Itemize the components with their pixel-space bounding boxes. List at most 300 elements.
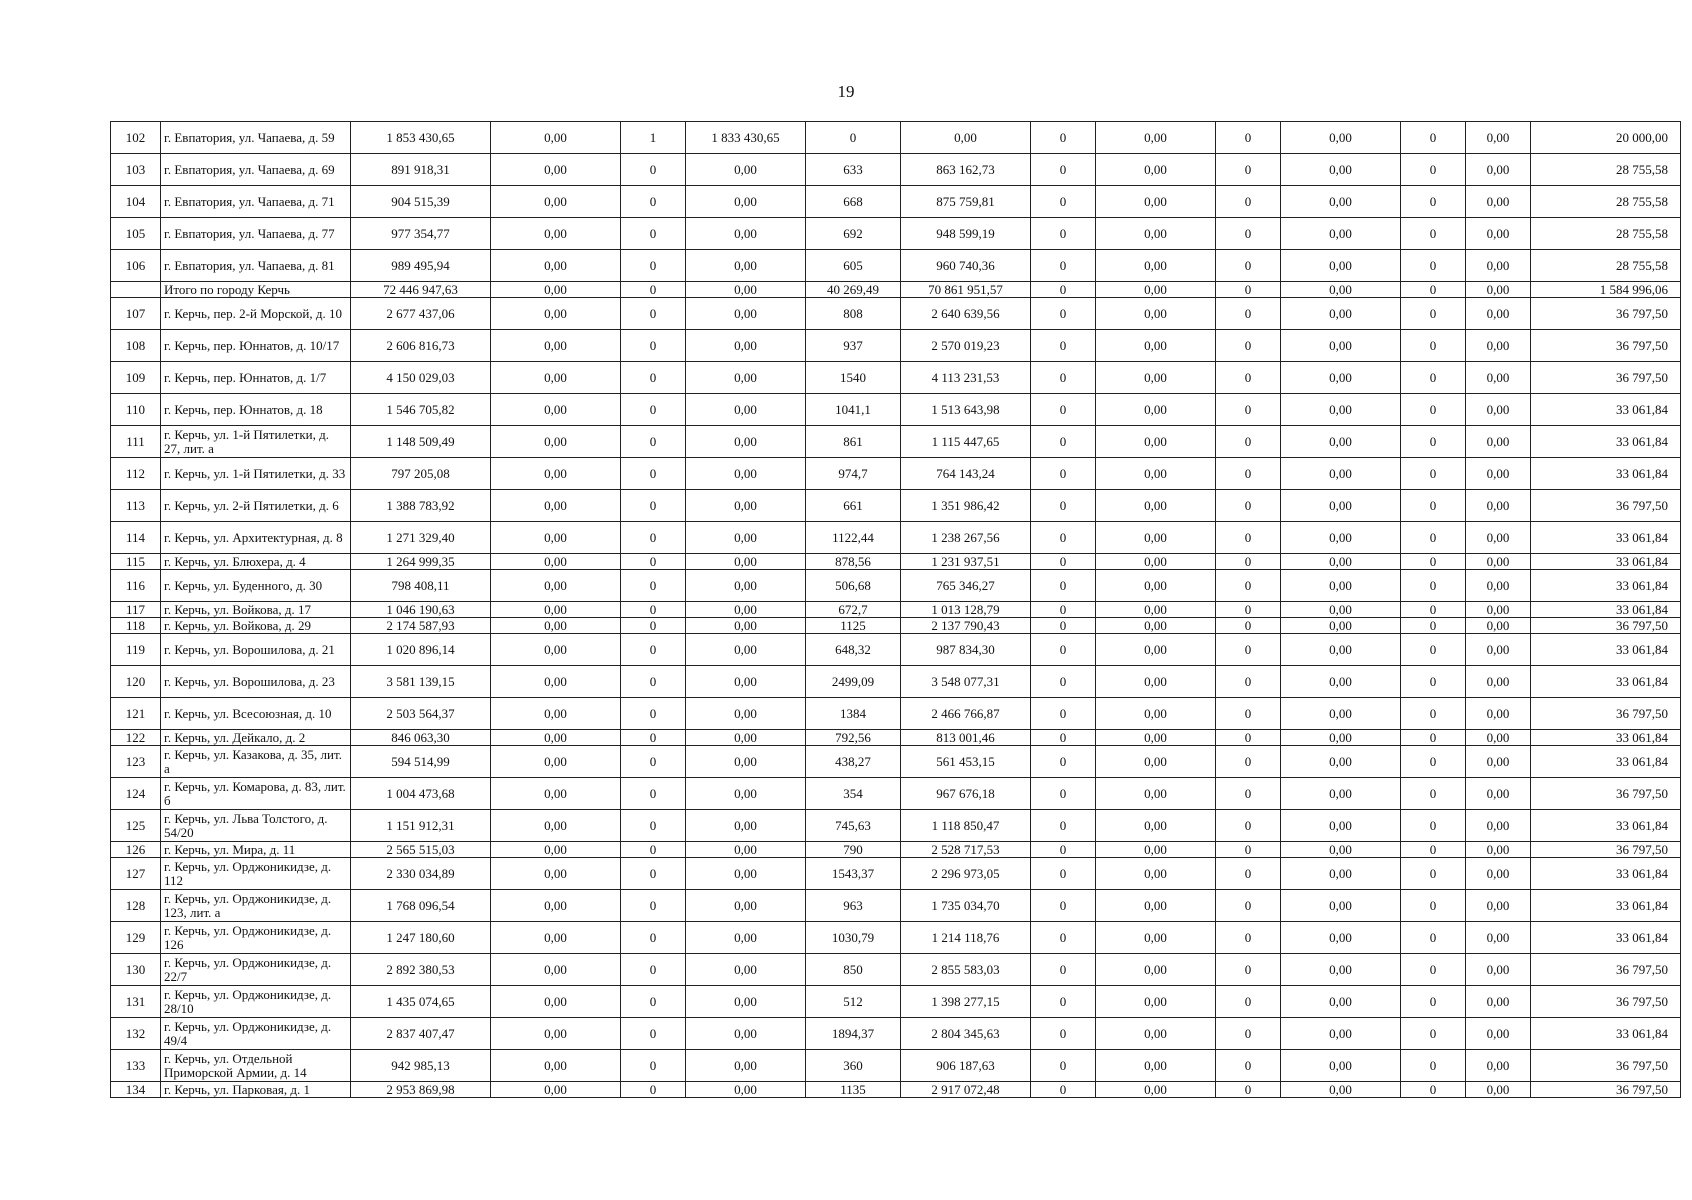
address-cell: г. Керчь, ул. 1-й Пятилетки, д. 27, лит. а xyxy=(161,426,351,458)
value-cell: 36 797,50 xyxy=(1531,986,1681,1018)
value-cell: 0,00 xyxy=(491,842,621,858)
value-cell: 33 061,84 xyxy=(1531,634,1681,666)
value-cell: 967 676,18 xyxy=(901,778,1031,810)
value-cell: 33 061,84 xyxy=(1531,426,1681,458)
value-cell: 4 150 029,03 xyxy=(351,362,491,394)
row-number: 110 xyxy=(111,394,161,426)
row-number: 133 xyxy=(111,1050,161,1082)
value-cell: 0,00 xyxy=(491,1082,621,1098)
value-cell: 0 xyxy=(621,778,686,810)
address-cell: г. Евпатория, ул. Чапаева, д. 59 xyxy=(161,122,351,154)
value-cell: 0 xyxy=(1031,394,1096,426)
table-row xyxy=(111,1018,1681,1050)
value-cell: 36 797,50 xyxy=(1531,778,1681,810)
table-row xyxy=(111,634,1681,666)
value-cell: 1 853 430,65 xyxy=(351,122,491,154)
value-cell: 1 115 447,65 xyxy=(901,426,1031,458)
value-cell: 0 xyxy=(621,730,686,746)
value-cell: 0 xyxy=(1216,634,1281,666)
value-cell: 28 755,58 xyxy=(1531,250,1681,282)
value-cell: 0 xyxy=(1401,282,1466,298)
value-cell: 0,00 xyxy=(1281,698,1401,730)
value-cell: 0,00 xyxy=(491,250,621,282)
value-cell: 0,00 xyxy=(686,810,806,842)
value-cell: 0 xyxy=(1031,666,1096,698)
value-cell: 2 917 072,48 xyxy=(901,1082,1031,1098)
value-cell: 0,00 xyxy=(686,698,806,730)
value-cell: 0 xyxy=(621,1050,686,1082)
value-cell: 0 xyxy=(1216,730,1281,746)
value-cell: 808 xyxy=(806,298,901,330)
value-cell: 0,00 xyxy=(1096,858,1216,890)
row-number xyxy=(111,282,161,298)
value-cell: 1540 xyxy=(806,362,901,394)
table-row xyxy=(111,890,1681,922)
value-cell: 0 xyxy=(1216,218,1281,250)
value-cell: 0,00 xyxy=(1466,490,1531,522)
value-cell: 0 xyxy=(621,890,686,922)
value-cell: 0,00 xyxy=(1096,330,1216,362)
value-cell: 0,00 xyxy=(491,298,621,330)
value-cell: 1 247 180,60 xyxy=(351,922,491,954)
value-cell: 28 755,58 xyxy=(1531,218,1681,250)
value-cell: 942 985,13 xyxy=(351,1050,491,1082)
value-cell: 0 xyxy=(621,922,686,954)
value-cell: 661 xyxy=(806,490,901,522)
value-cell: 875 759,81 xyxy=(901,186,1031,218)
value-cell: 28 755,58 xyxy=(1531,154,1681,186)
value-cell: 438,27 xyxy=(806,746,901,778)
value-cell: 1125 xyxy=(806,618,901,634)
value-cell: 0 xyxy=(1031,986,1096,1018)
value-cell: 0,00 xyxy=(491,554,621,570)
value-cell: 1 398 277,15 xyxy=(901,986,1031,1018)
value-cell: 0 xyxy=(1401,666,1466,698)
value-cell: 0,00 xyxy=(1281,154,1401,186)
value-cell: 20 000,00 xyxy=(1531,122,1681,154)
value-cell: 0 xyxy=(1401,154,1466,186)
value-cell: 0,00 xyxy=(1466,426,1531,458)
value-cell: 0 xyxy=(1216,426,1281,458)
value-cell: 0 xyxy=(621,618,686,634)
value-cell: 2 137 790,43 xyxy=(901,618,1031,634)
row-number: 126 xyxy=(111,842,161,858)
value-cell: 0 xyxy=(621,810,686,842)
table-row xyxy=(111,602,1681,618)
value-cell: 2 330 034,89 xyxy=(351,858,491,890)
value-cell: 0 xyxy=(1401,1018,1466,1050)
value-cell: 797 205,08 xyxy=(351,458,491,490)
address-cell: г. Керчь, ул. Войкова, д. 29 xyxy=(161,618,351,634)
value-cell: 0,00 xyxy=(1096,522,1216,554)
value-cell: 0,00 xyxy=(1096,698,1216,730)
value-cell: 798 408,11 xyxy=(351,570,491,602)
value-cell: 0 xyxy=(621,458,686,490)
table-row xyxy=(111,698,1681,730)
row-number: 128 xyxy=(111,890,161,922)
value-cell: 648,32 xyxy=(806,634,901,666)
value-cell: 33 061,84 xyxy=(1531,394,1681,426)
value-cell: 1 351 986,42 xyxy=(901,490,1031,522)
value-cell: 33 061,84 xyxy=(1531,922,1681,954)
value-cell: 0,00 xyxy=(1466,394,1531,426)
value-cell: 0 xyxy=(1401,394,1466,426)
address-cell: г. Керчь, ул. 2-й Пятилетки, д. 6 xyxy=(161,490,351,522)
value-cell: 633 xyxy=(806,154,901,186)
value-cell: 0,00 xyxy=(491,330,621,362)
value-cell: 0 xyxy=(806,122,901,154)
row-number: 108 xyxy=(111,330,161,362)
value-cell: 0 xyxy=(1401,458,1466,490)
value-cell: 0,00 xyxy=(1096,618,1216,634)
table-row xyxy=(111,250,1681,282)
table-row xyxy=(111,746,1681,778)
value-cell: 1 238 267,56 xyxy=(901,522,1031,554)
value-cell: 0,00 xyxy=(1281,954,1401,986)
value-cell: 0,00 xyxy=(491,186,621,218)
value-cell: 0,00 xyxy=(1096,954,1216,986)
value-cell: 850 xyxy=(806,954,901,986)
row-number: 112 xyxy=(111,458,161,490)
value-cell: 0 xyxy=(1401,218,1466,250)
value-cell: 354 xyxy=(806,778,901,810)
value-cell: 0 xyxy=(1401,298,1466,330)
value-cell: 2 466 766,87 xyxy=(901,698,1031,730)
value-cell: 0,00 xyxy=(1096,570,1216,602)
value-cell: 0 xyxy=(1401,1050,1466,1082)
value-cell: 0 xyxy=(1216,842,1281,858)
value-cell: 963 xyxy=(806,890,901,922)
value-cell: 3 548 077,31 xyxy=(901,666,1031,698)
value-cell: 1384 xyxy=(806,698,901,730)
value-cell: 0 xyxy=(1401,634,1466,666)
address-cell: г. Евпатория, ул. Чапаева, д. 69 xyxy=(161,154,351,186)
value-cell: 0 xyxy=(1401,490,1466,522)
value-cell: 0 xyxy=(1216,282,1281,298)
value-cell: 36 797,50 xyxy=(1531,330,1681,362)
value-cell: 0,00 xyxy=(1281,570,1401,602)
value-cell: 0 xyxy=(1401,986,1466,1018)
value-cell: 0,00 xyxy=(686,618,806,634)
value-cell: 1041,1 xyxy=(806,394,901,426)
row-number: 121 xyxy=(111,698,161,730)
value-cell: 0,00 xyxy=(1281,282,1401,298)
value-cell: 0,00 xyxy=(491,954,621,986)
value-cell: 0,00 xyxy=(686,890,806,922)
value-cell: 1 148 509,49 xyxy=(351,426,491,458)
value-cell: 0 xyxy=(1216,186,1281,218)
row-number: 134 xyxy=(111,1082,161,1098)
address-cell: г. Керчь, ул. Всесоюзная, д. 10 xyxy=(161,698,351,730)
value-cell: 0,00 xyxy=(1466,810,1531,842)
value-cell: 0,00 xyxy=(1466,634,1531,666)
value-cell: 0,00 xyxy=(686,154,806,186)
value-cell: 0,00 xyxy=(1096,458,1216,490)
value-cell: 0,00 xyxy=(1466,698,1531,730)
value-cell: 0 xyxy=(1031,730,1096,746)
address-cell: г. Керчь, ул. Дейкало, д. 2 xyxy=(161,730,351,746)
value-cell: 0 xyxy=(621,298,686,330)
value-cell: 1 735 034,70 xyxy=(901,890,1031,922)
value-cell: 0 xyxy=(1216,1082,1281,1098)
value-cell: 0 xyxy=(1031,858,1096,890)
value-cell: 0,00 xyxy=(491,602,621,618)
value-cell: 0,00 xyxy=(1096,426,1216,458)
value-cell: 1 388 783,92 xyxy=(351,490,491,522)
value-cell: 0,00 xyxy=(686,954,806,986)
address-cell: г. Керчь, ул. Архитектурная, д. 8 xyxy=(161,522,351,554)
value-cell: 0,00 xyxy=(1466,250,1531,282)
value-cell: 0,00 xyxy=(1096,1082,1216,1098)
value-cell: 0,00 xyxy=(1096,298,1216,330)
value-cell: 904 515,39 xyxy=(351,186,491,218)
value-cell: 0,00 xyxy=(1281,810,1401,842)
value-cell: 0,00 xyxy=(1096,730,1216,746)
value-cell: 0 xyxy=(621,186,686,218)
table-row xyxy=(111,426,1681,458)
table-row xyxy=(111,522,1681,554)
address-cell: г. Керчь, пер. Юннатов, д. 10/17 xyxy=(161,330,351,362)
value-cell: 0,00 xyxy=(491,858,621,890)
value-cell: 668 xyxy=(806,186,901,218)
address-cell: г. Керчь, ул. Орджоникидзе, д. 126 xyxy=(161,922,351,954)
value-cell: 0 xyxy=(1031,298,1096,330)
value-cell: 0,00 xyxy=(1281,554,1401,570)
value-cell: 1135 xyxy=(806,1082,901,1098)
value-cell: 1030,79 xyxy=(806,922,901,954)
address-cell: г. Керчь, пер. Юннатов, д. 18 xyxy=(161,394,351,426)
row-number: 116 xyxy=(111,570,161,602)
row-number: 123 xyxy=(111,746,161,778)
value-cell: 0,00 xyxy=(1281,1082,1401,1098)
value-cell: 0 xyxy=(1216,986,1281,1018)
value-cell: 0,00 xyxy=(1281,1050,1401,1082)
value-cell: 0,00 xyxy=(1096,746,1216,778)
value-cell: 0,00 xyxy=(686,602,806,618)
table-row xyxy=(111,458,1681,490)
value-cell: 0 xyxy=(621,218,686,250)
value-cell: 1 046 190,63 xyxy=(351,602,491,618)
value-cell: 0,00 xyxy=(1281,634,1401,666)
value-cell: 0 xyxy=(621,954,686,986)
table-row xyxy=(111,154,1681,186)
value-cell: 0 xyxy=(621,858,686,890)
value-cell: 0,00 xyxy=(686,666,806,698)
table-row xyxy=(111,1050,1681,1082)
value-cell: 0 xyxy=(1031,154,1096,186)
value-cell: 0 xyxy=(1401,746,1466,778)
value-cell: 0,00 xyxy=(1096,922,1216,954)
value-cell: 0 xyxy=(1031,330,1096,362)
table-row xyxy=(111,394,1681,426)
value-cell: 906 187,63 xyxy=(901,1050,1031,1082)
value-cell: 0 xyxy=(1031,250,1096,282)
value-cell: 0 xyxy=(621,634,686,666)
value-cell: 989 495,94 xyxy=(351,250,491,282)
value-cell: 0,00 xyxy=(1466,1018,1531,1050)
value-cell: 0,00 xyxy=(1466,122,1531,154)
value-cell: 0,00 xyxy=(1096,602,1216,618)
value-cell: 2 528 717,53 xyxy=(901,842,1031,858)
value-cell: 0 xyxy=(1031,810,1096,842)
value-cell: 0 xyxy=(621,154,686,186)
value-cell: 0 xyxy=(1401,1082,1466,1098)
value-cell: 0 xyxy=(1031,122,1096,154)
value-cell: 0,00 xyxy=(1281,330,1401,362)
address-cell: г. Керчь, ул. Орджоникидзе, д. 112 xyxy=(161,858,351,890)
value-cell: 0,00 xyxy=(901,122,1031,154)
table-row xyxy=(111,122,1681,154)
value-cell: 0 xyxy=(1031,954,1096,986)
value-cell: 0,00 xyxy=(1096,394,1216,426)
value-cell: 0,00 xyxy=(1466,618,1531,634)
value-cell: 0,00 xyxy=(686,330,806,362)
value-cell: 0,00 xyxy=(1096,1018,1216,1050)
value-cell: 0 xyxy=(1031,282,1096,298)
value-cell: 0,00 xyxy=(1466,1050,1531,1082)
value-cell: 0 xyxy=(1031,618,1096,634)
value-cell: 0 xyxy=(1401,522,1466,554)
value-cell: 0,00 xyxy=(1466,570,1531,602)
value-cell: 0,00 xyxy=(1281,842,1401,858)
value-cell: 1 020 896,14 xyxy=(351,634,491,666)
value-cell: 0 xyxy=(1401,362,1466,394)
value-cell: 0,00 xyxy=(686,922,806,954)
value-cell: 0,00 xyxy=(1096,890,1216,922)
value-cell: 0,00 xyxy=(1096,986,1216,1018)
value-cell: 0 xyxy=(1216,522,1281,554)
value-cell: 0,00 xyxy=(1466,778,1531,810)
address-cell: Итого по городу Керчь xyxy=(161,282,351,298)
value-cell: 861 xyxy=(806,426,901,458)
value-cell: 0 xyxy=(621,554,686,570)
value-cell: 0,00 xyxy=(491,1018,621,1050)
value-cell: 878,56 xyxy=(806,554,901,570)
value-cell: 1 013 128,79 xyxy=(901,602,1031,618)
row-number: 122 xyxy=(111,730,161,746)
value-cell: 0,00 xyxy=(1466,298,1531,330)
value-cell: 0 xyxy=(621,362,686,394)
value-cell: 0,00 xyxy=(1281,458,1401,490)
address-cell: г. Керчь, ул. Мира, д. 11 xyxy=(161,842,351,858)
value-cell: 0 xyxy=(1401,618,1466,634)
value-cell: 0 xyxy=(1216,1050,1281,1082)
value-cell: 0 xyxy=(1216,858,1281,890)
value-cell: 0,00 xyxy=(491,634,621,666)
value-cell: 974,7 xyxy=(806,458,901,490)
value-cell: 0 xyxy=(1401,602,1466,618)
value-cell: 0 xyxy=(1031,426,1096,458)
value-cell: 2 174 587,93 xyxy=(351,618,491,634)
address-cell: г. Керчь, ул. Льва Толстого, д. 54/20 xyxy=(161,810,351,842)
value-cell: 2 804 345,63 xyxy=(901,1018,1031,1050)
value-cell: 0 xyxy=(621,570,686,602)
address-cell: г. Евпатория, ул. Чапаева, д. 77 xyxy=(161,218,351,250)
value-cell: 1122,44 xyxy=(806,522,901,554)
value-cell: 0 xyxy=(621,250,686,282)
table-row xyxy=(111,842,1681,858)
value-cell: 0,00 xyxy=(491,154,621,186)
value-cell: 33 061,84 xyxy=(1531,570,1681,602)
value-cell: 0,00 xyxy=(1466,602,1531,618)
address-cell: г. Керчь, ул. 1-й Пятилетки, д. 33 xyxy=(161,458,351,490)
row-number: 109 xyxy=(111,362,161,394)
value-cell: 0 xyxy=(1216,458,1281,490)
value-cell: 0 xyxy=(1031,778,1096,810)
address-cell: г. Керчь, ул. Буденного, д. 30 xyxy=(161,570,351,602)
table-row xyxy=(111,570,1681,602)
value-cell: 2 606 816,73 xyxy=(351,330,491,362)
value-cell: 0,00 xyxy=(1096,842,1216,858)
value-cell: 0,00 xyxy=(491,1050,621,1082)
value-cell: 0,00 xyxy=(686,1050,806,1082)
value-cell: 0,00 xyxy=(1466,522,1531,554)
data-table xyxy=(110,121,1681,1098)
value-cell: 0 xyxy=(621,490,686,522)
value-cell: 0 xyxy=(1031,634,1096,666)
value-cell: 36 797,50 xyxy=(1531,362,1681,394)
value-cell: 0,00 xyxy=(1281,426,1401,458)
value-cell: 0 xyxy=(1216,330,1281,362)
table-row xyxy=(111,554,1681,570)
value-cell: 0 xyxy=(621,426,686,458)
value-cell: 0,00 xyxy=(686,842,806,858)
value-cell: 0,00 xyxy=(1281,890,1401,922)
table-row xyxy=(111,186,1681,218)
table-row xyxy=(111,730,1681,746)
value-cell: 0 xyxy=(1031,522,1096,554)
value-cell: 2 565 515,03 xyxy=(351,842,491,858)
table-row xyxy=(111,618,1681,634)
value-cell: 2 640 639,56 xyxy=(901,298,1031,330)
row-number: 124 xyxy=(111,778,161,810)
value-cell: 0 xyxy=(621,522,686,554)
value-cell: 0,00 xyxy=(1281,666,1401,698)
page-number: 19 xyxy=(837,82,855,101)
value-cell: 0,00 xyxy=(686,186,806,218)
value-cell: 0,00 xyxy=(491,778,621,810)
value-cell: 0,00 xyxy=(686,746,806,778)
address-cell: г. Керчь, ул. Казакова, д. 35, лит. а xyxy=(161,746,351,778)
value-cell: 0,00 xyxy=(1466,890,1531,922)
value-cell: 0,00 xyxy=(1466,954,1531,986)
value-cell: 0,00 xyxy=(1281,778,1401,810)
row-number: 105 xyxy=(111,218,161,250)
value-cell: 0 xyxy=(1216,570,1281,602)
value-cell: 0,00 xyxy=(686,634,806,666)
value-cell: 0 xyxy=(1401,570,1466,602)
value-cell: 2 892 380,53 xyxy=(351,954,491,986)
value-cell: 0 xyxy=(1216,250,1281,282)
value-cell: 960 740,36 xyxy=(901,250,1031,282)
value-cell: 0,00 xyxy=(491,730,621,746)
value-cell: 0 xyxy=(1031,890,1096,922)
value-cell: 745,63 xyxy=(806,810,901,842)
value-cell: 1 833 430,65 xyxy=(686,122,806,154)
value-cell: 0 xyxy=(1031,1050,1096,1082)
value-cell: 813 001,46 xyxy=(901,730,1031,746)
address-cell: г. Евпатория, ул. Чапаева, д. 71 xyxy=(161,186,351,218)
value-cell: 0 xyxy=(1031,186,1096,218)
value-cell: 1 271 329,40 xyxy=(351,522,491,554)
value-cell: 0 xyxy=(1401,250,1466,282)
address-cell: г. Керчь, ул. Парковая, д. 1 xyxy=(161,1082,351,1098)
value-cell: 0 xyxy=(1401,186,1466,218)
value-cell: 0,00 xyxy=(491,810,621,842)
value-cell: 0 xyxy=(1216,746,1281,778)
value-cell: 0,00 xyxy=(1281,522,1401,554)
value-cell: 0,00 xyxy=(1466,330,1531,362)
